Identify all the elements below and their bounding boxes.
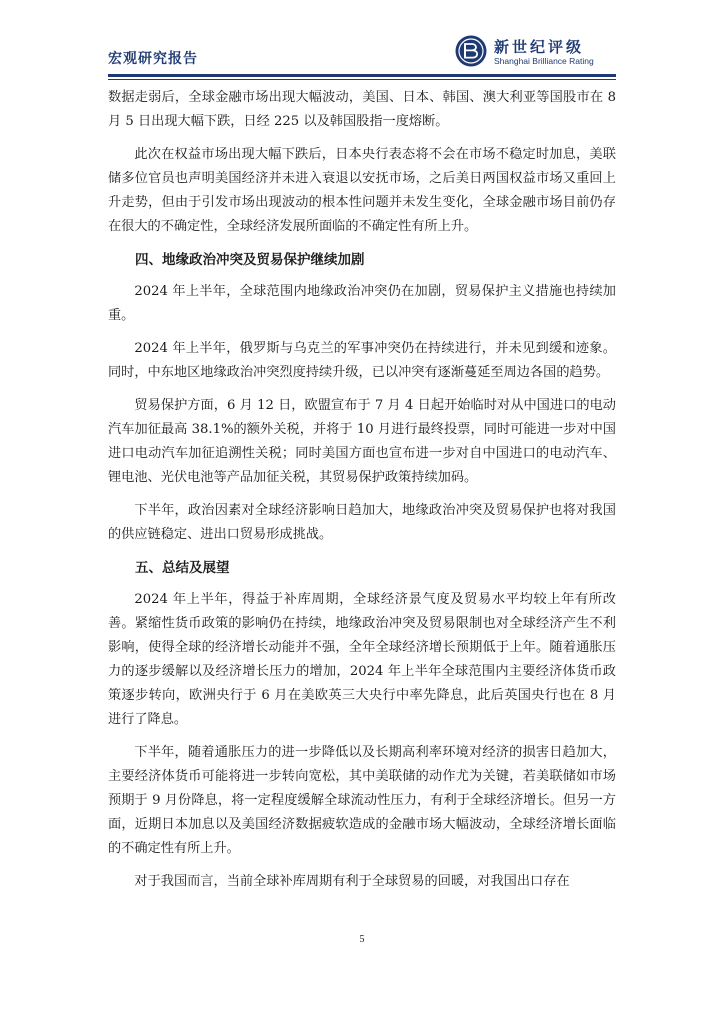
paragraph: 2024 年上半年，俄罗斯与乌克兰的军事冲突仍在持续进行，并未见到缓和迹象。同时，中东地区地缘政治冲突烈度持续升级，已以冲突有逐渐蔓延至周边各国的趋势。 [108,341,616,380]
logo-chinese-name: 新世纪评级 [494,38,585,56]
page-header [108,30,616,74]
document-body [108,86,616,903]
logo-emblem-icon [454,34,488,68]
paragraph: 贸易保护方面，6 月 12 日，欧盟宣布于 7 月 4 日起开始临时对从中国进口的电动汽车加征最高 38.1%的额外关税，并将于 10 月进行最终投票，同时可能进一步对中国进口电动汽车加征追溯性关税；同时美国方面也宣布进一步对自中国进口的电动汽车、锂电池、光伏电池等产品加征关税，其贸易保护政策持续加码。 [108,398,616,485]
logo-english-name: Shanghai Brilliance Rating [494,56,594,66]
paragraph: 2024 年上半年，全球范围内地缘政治冲突仍在加剧，贸易保护主义措施也持续加重。 [108,284,616,323]
report-category-title: 宏观研究报告 [108,51,198,67]
paragraph: 数据走弱后，全球金融市场出现大幅波动，美国、日本、韩国、澳大利亚等国股市在 8 月 5 日出现大幅下跌，日经 225 以及韩国股指一度熔断。 [108,90,616,129]
paragraph: 下半年，随着通胀压力的进一步降低以及长期高利率环境对经济的损害日趋加大，主要经济体货币可能将进一步转向宽松，其中美联储的动作尤为关键，若美联储如市场预期于 9 月份降息，将一定程度缓解全球流动性压力，有利于全球经济增长。但另一方面，近期日本加息以及美国经济数据疲软造成的金融市场大幅波动，全球经济增长面临的不确定性有所上升。 [108,745,616,856]
paragraph: 对于我国而言，当前全球补库周期有利于全球贸易的回暖，对我国出口存在 [134,874,570,889]
paragraph: 2024 年上半年，得益于补库周期，全球经济景气度及贸易水平均较上年有所改善。紧缩性货币政策的影响仍在持续，地缘政治冲突及贸易限制也对全球经济产生不利影响，使得全球的经济增长动能并不强，全年全球经济增长预期低于上年。随着通胀压力的逐步缓解以及经济增长压力的增加，2024 年上半年全球范围内主要经济体货币政策逐步转向，欧洲央行于 6 月在美欧英三大央行中率先降息，此后英国央行也在 8 月进行了降息。 [108,592,616,727]
rating-agency-logo [454,34,614,68]
section-heading: 五、总结及展望 [135,560,230,576]
header-divider-thick [108,74,616,77]
paragraph: 此次在权益市场出现大幅下跌后，日本央行表态将不会在市场不稳定时加息，美联储多位官员也声明美国经济并未进入衰退以安抚市场，之后美日两国权益市场又重回上升走势，但由于引发市场出现波动的根本性问题并未发生变化，全球金融市场目前仍存在很大的不确定性，全球经济发展所面临的不确定性有所上升。 [108,147,616,234]
header-divider-thin [108,79,616,80]
section-heading: 四、地缘政治冲突及贸易保护继续加剧 [135,252,365,268]
paragraph: 下半年，政治因素对全球经济影响日趋加大，地缘政治冲突及贸易保护也将对我国的供应链稳定、进出口贸易形成挑战。 [108,503,616,542]
page-number: 5 [359,934,365,945]
